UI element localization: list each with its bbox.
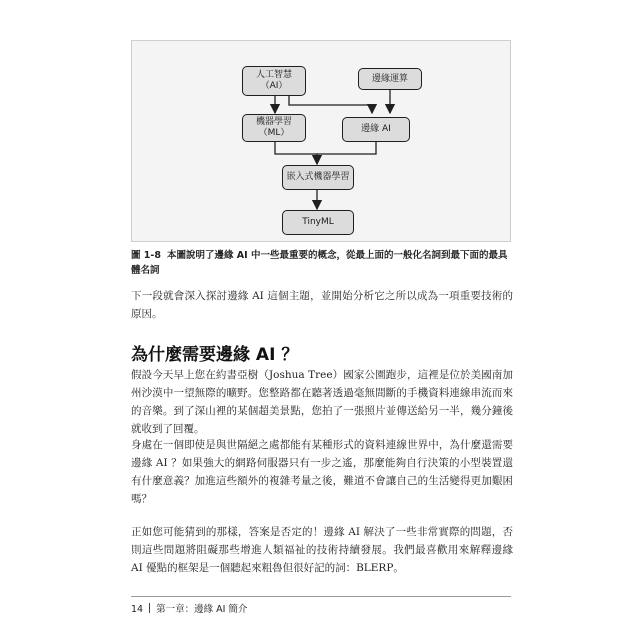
- figure-diagram: [131, 40, 511, 242]
- footer-separator: [149, 603, 150, 613]
- node-edge-computing: [358, 68, 422, 90]
- body-paragraph-3: 正如您可能猜到的那樣，答案是否定的！邊緣 AI 解決了一些非常實際的問題，否則這些問題將阻礙那些增進人類福祉的技術持續發展。我們最喜歡用來解釋邊緣 AI 優點的框架是一個聽起來粗魯但很好記的詞：BLERP。: [131, 526, 513, 574]
- node-ml: [242, 114, 306, 142]
- page-footer: [131, 601, 247, 615]
- node-embedded-ml: [282, 165, 354, 190]
- node-ai-sublabel: （AI）: [260, 81, 288, 91]
- chapter-title: 第一章：邊緣 AI 簡介: [156, 604, 248, 615]
- node-edge-ai-label: 邊緣 AI: [361, 124, 391, 134]
- node-edge-ai: [342, 117, 410, 142]
- figure-caption: [131, 248, 513, 278]
- body-paragraph-2: 身處在一個即使是與世隔絕之處都能有某種形式的資料連線世界中，為什麼還需要邊緣 AI ？如果強大的網路伺服器只有一步之遙，那麼能夠自行決策的小型裝置還有什麼意義？加進這些額外的複雜考量之後，難道不會讓自己的生活變得更加艱困嗎？: [131, 439, 513, 505]
- node-ai-label: 人工智慧: [255, 70, 292, 80]
- node-embedded-ml-label: 嵌入式機器學習: [286, 172, 350, 182]
- node-tinyml: [282, 210, 354, 235]
- footer-rule: [131, 596, 511, 597]
- section-heading: 為什麼需要邊緣 AI ？: [131, 345, 299, 365]
- node-tinyml-label: TinyML: [302, 217, 334, 227]
- edge-ai-to-edgeai: [289, 96, 372, 113]
- page-number: 14: [131, 604, 144, 615]
- figure-caption-label: 圖 1-8: [131, 250, 161, 261]
- edge-ml-to-embedded: [275, 142, 317, 164]
- node-edge-computing-label: 邊緣運算: [371, 73, 408, 84]
- edge-edgeai-to-embedded: [317, 142, 376, 154]
- intro-paragraph: 下一段就會深入探討邊緣 AI 這個主題，並開始分析它之所以成為一項重要技術的原因。: [131, 290, 513, 320]
- figure-caption-text: 本圖說明了邊緣 AI 中一些最重要的概念，從最上面的一般化名詞到最下面的最具體名詞: [131, 250, 508, 276]
- node-ml-label: 機器學習: [255, 117, 292, 127]
- body-paragraph-1: 假設今天早上您在約書亞樹（Joshua Tree）國家公園跑步，這裡是位於美國南加州沙漠中一望無際的曠野。您整路都在聽著透過毫無間斷的手機資料連線串流而來的音樂。到了深山裡的某個超美景點，您拍了一張照片並傳送給另一半，幾分鐘後就收到了回覆。: [131, 369, 513, 435]
- node-ai: [242, 66, 306, 96]
- node-ml-sublabel: （ML）: [258, 128, 290, 138]
